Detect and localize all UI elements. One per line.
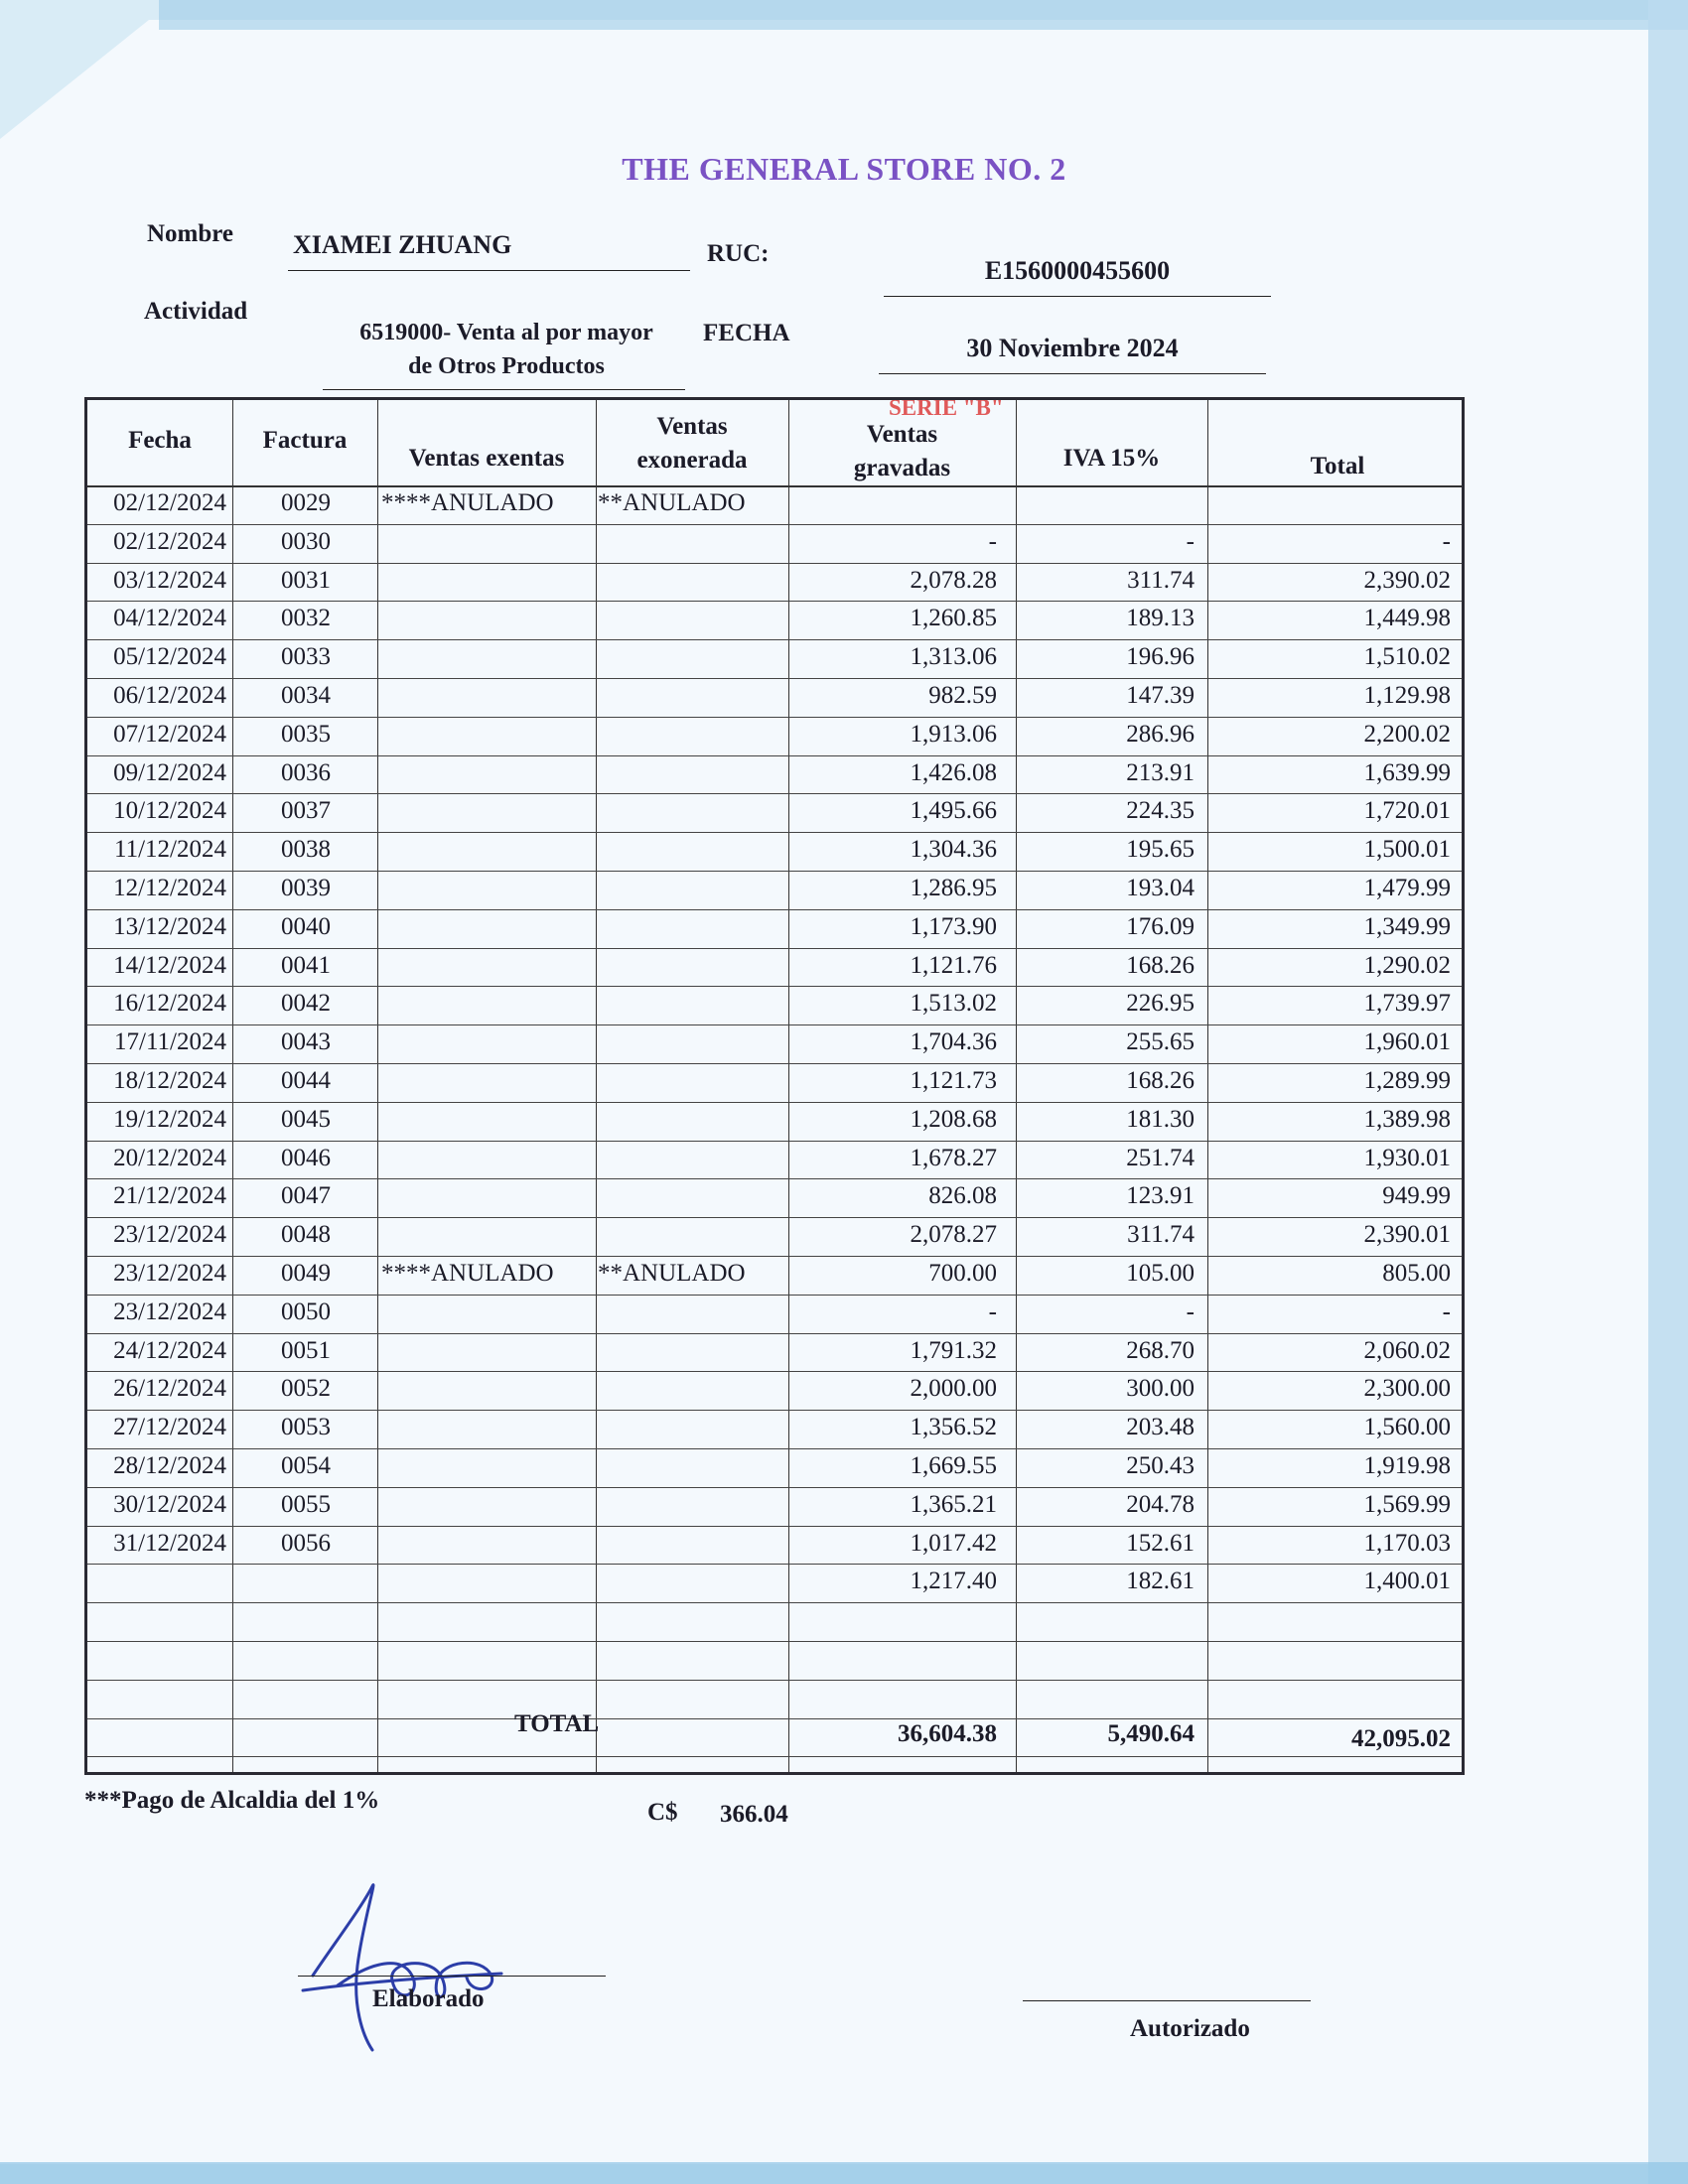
table-row [87, 952, 1462, 991]
cell-iva: 168.26 [1126, 951, 1195, 979]
cell-total: 1,349.99 [1363, 912, 1451, 940]
background-strip-bottom [0, 2162, 1688, 2184]
autorizado-label: Autorizado [1130, 2015, 1250, 2042]
cell-fecha: 04/12/2024 [113, 605, 226, 632]
cell-fecha: 14/12/2024 [113, 951, 226, 979]
cell-total: 2,060.02 [1363, 1336, 1451, 1364]
cell-iva: 196.96 [1126, 643, 1195, 671]
cell-total: 2,200.02 [1363, 720, 1451, 748]
cell-factura: 0053 [281, 1414, 331, 1441]
cell-factura: 0054 [281, 1452, 331, 1479]
total-iva: 5,490.64 [1107, 1720, 1195, 1747]
cell-factura: 0037 [281, 797, 331, 825]
cell-iva: 226.95 [1126, 990, 1195, 1018]
cell-gravadas: 2,078.27 [910, 1221, 997, 1249]
cell-iva: - [1186, 1297, 1195, 1325]
ruc-value: E1560000455600 [984, 256, 1171, 285]
cell-factura: 0030 [281, 527, 331, 555]
cell-iva: 147.39 [1126, 682, 1195, 709]
sales-table [84, 397, 1465, 1775]
cell-fecha: 02/12/2024 [113, 527, 226, 555]
cell-factura: 0041 [281, 951, 331, 979]
cell-factura: 0040 [281, 912, 331, 940]
table-row [87, 1067, 1462, 1106]
cell-iva: 213.91 [1126, 758, 1195, 786]
cell-iva: 268.70 [1126, 1336, 1195, 1364]
cell-gravadas: 2,000.00 [910, 1375, 997, 1403]
ruc-label: RUC: [707, 240, 770, 267]
table-row [87, 1298, 1462, 1337]
cell-iva: 311.74 [1127, 566, 1195, 594]
cell-exentas: ****ANULADO [381, 489, 554, 516]
table-row [87, 528, 1462, 567]
cell-gravadas: 1,217.40 [910, 1568, 997, 1595]
cell-gravadas: 1,017.42 [910, 1529, 997, 1557]
cell-gravadas: 1,704.36 [910, 1028, 997, 1056]
table-row [87, 721, 1462, 759]
cell-iva: 224.35 [1126, 797, 1195, 825]
row-divider [87, 1718, 1462, 1719]
cell-exonerada: **ANULADO [598, 1260, 746, 1287]
cell-gravadas: 1,513.02 [910, 990, 997, 1018]
cell-iva: 105.00 [1126, 1260, 1195, 1287]
nombre-label: Nombre [147, 220, 234, 247]
actividad-underline [323, 389, 685, 390]
cell-iva: 300.00 [1126, 1375, 1195, 1403]
cell-gravadas: 1,495.66 [910, 797, 997, 825]
ruc-underline [884, 296, 1271, 297]
cell-factura: 0043 [281, 1028, 331, 1056]
cell-iva: 123.91 [1126, 1182, 1195, 1210]
fecha-value: 30 Noviembre 2024 [966, 334, 1179, 362]
actividad-line2: de Otros Productos [408, 353, 605, 379]
elaborado-signature [293, 1866, 511, 2070]
cell-total: 1,500.01 [1363, 836, 1451, 864]
cell-gravadas: 700.00 [928, 1260, 997, 1287]
table-row [87, 1414, 1462, 1452]
cell-fecha: 11/12/2024 [114, 836, 226, 864]
cell-gravadas: 1,791.32 [910, 1336, 997, 1364]
cell-fecha: 24/12/2024 [113, 1336, 226, 1364]
cell-factura: 0048 [281, 1221, 331, 1249]
cell-total: 1,170.03 [1363, 1529, 1451, 1557]
cell-fecha: 23/12/2024 [113, 1221, 226, 1249]
cell-gravadas: 1,121.73 [910, 1067, 997, 1094]
cell-fecha: 17/11/2024 [114, 1028, 226, 1056]
col-header-exonerada-1: Ventas [656, 413, 728, 440]
table-row [87, 1491, 1462, 1530]
cell-gravadas: 1,365.21 [910, 1490, 997, 1518]
cell-factura: 0032 [281, 605, 331, 632]
cell-factura: 0031 [281, 566, 331, 594]
cell-total: 1,449.98 [1363, 605, 1451, 632]
cell-factura: 0052 [281, 1375, 331, 1403]
table-row [87, 836, 1462, 875]
serie-label: SERIE "B" [889, 395, 1004, 420]
table-row [87, 875, 1462, 913]
cell-exentas: ****ANULADO [381, 1260, 554, 1287]
total-label: TOTAL [514, 1710, 600, 1737]
actividad-line1: 6519000- Venta al por mayor [359, 320, 653, 345]
alcaldia-currency: C$ [647, 1799, 678, 1826]
cell-gravadas: - [988, 1297, 997, 1325]
cell-total: 1,289.99 [1363, 1067, 1451, 1094]
cell-gravadas: 1,304.36 [910, 836, 997, 864]
cell-gravadas: 1,678.27 [910, 1144, 997, 1171]
cell-fecha: 13/12/2024 [113, 912, 226, 940]
cell-total: 2,300.00 [1363, 1375, 1451, 1403]
cell-total: 1,569.99 [1363, 1490, 1451, 1518]
cell-iva: 168.26 [1126, 1067, 1195, 1094]
cell-factura: 0044 [281, 1067, 331, 1094]
autorizado-line [1023, 2000, 1311, 2001]
cell-gravadas: 1,286.95 [910, 875, 997, 901]
table-row [87, 1568, 1462, 1606]
store-title: THE GENERAL STORE NO. 2 [622, 151, 1066, 187]
cell-factura: 0029 [281, 489, 331, 516]
actividad-label: Actividad [144, 298, 248, 325]
elaborado-label: Elaborado [372, 1985, 485, 2012]
cell-factura: 0047 [281, 1182, 331, 1210]
cell-fecha: 21/12/2024 [113, 1182, 226, 1210]
cell-factura: 0045 [281, 1105, 331, 1133]
cell-total: - [1442, 1297, 1451, 1325]
table-row [87, 1028, 1462, 1067]
cell-total: 1,479.99 [1363, 875, 1451, 901]
cell-gravadas: 1,669.55 [910, 1452, 997, 1479]
nombre-value: XIAMEI ZHUANG [293, 230, 512, 259]
cell-factura: 0033 [281, 643, 331, 671]
cell-fecha: 03/12/2024 [113, 566, 226, 594]
table-row [87, 567, 1462, 606]
cell-gravadas: 826.08 [928, 1182, 997, 1210]
fecha-label: FECHA [703, 320, 790, 346]
col-header-exentas: Ventas exentas [408, 445, 565, 472]
cell-iva: 193.04 [1126, 875, 1195, 901]
cell-factura: 0046 [281, 1144, 331, 1171]
cell-factura: 0034 [281, 682, 331, 709]
cell-total: 1,510.02 [1363, 643, 1451, 671]
nombre-underline [288, 270, 690, 271]
cell-fecha: 10/12/2024 [113, 797, 226, 825]
cell-fecha: 23/12/2024 [113, 1260, 226, 1287]
cell-fecha: 23/12/2024 [113, 1297, 226, 1325]
cell-iva: 255.65 [1126, 1028, 1195, 1056]
cell-total: - [1442, 527, 1451, 555]
cell-total: 1,720.01 [1363, 797, 1451, 825]
table-row [87, 1106, 1462, 1145]
cell-gravadas: 2,078.28 [910, 566, 997, 594]
alcaldia-amount: 366.04 [720, 1801, 788, 1828]
cell-gravadas: 1,121.76 [910, 951, 997, 979]
cell-iva: 204.78 [1126, 1490, 1195, 1518]
col-header-fecha: Fecha [128, 427, 192, 454]
col-header-gravadas-1: Ventas [866, 421, 938, 448]
table-row [87, 1375, 1462, 1414]
background-strip-right [1648, 0, 1688, 2184]
cell-fecha: 12/12/2024 [113, 875, 226, 901]
cell-factura: 0051 [281, 1336, 331, 1364]
table-row [87, 1260, 1462, 1298]
cell-fecha: 30/12/2024 [113, 1490, 226, 1518]
cell-total: 805.00 [1382, 1260, 1451, 1287]
cell-iva: 195.65 [1126, 836, 1195, 864]
cell-iva: 250.43 [1126, 1452, 1195, 1479]
cell-total: 1,400.01 [1363, 1568, 1451, 1595]
cell-gravadas: 1,313.06 [910, 643, 997, 671]
row-divider [87, 1641, 1462, 1642]
cell-fecha: 05/12/2024 [113, 643, 226, 671]
cell-factura: 0056 [281, 1529, 331, 1557]
cell-iva: - [1186, 527, 1195, 555]
background-strip-top [159, 0, 1688, 30]
cell-fecha: 06/12/2024 [113, 682, 226, 709]
fecha-underline [879, 373, 1266, 374]
table-row [87, 605, 1462, 643]
cell-exonerada: **ANULADO [598, 489, 746, 516]
col-header-gravadas-2: gravadas [853, 455, 951, 481]
cell-factura: 0050 [281, 1297, 331, 1325]
cell-gravadas: - [988, 527, 997, 555]
cell-iva: 189.13 [1126, 605, 1195, 632]
alcaldia-label: ***Pago de Alcaldia del 1% [84, 1787, 380, 1814]
cell-factura: 0035 [281, 720, 331, 748]
cell-factura: 0039 [281, 875, 331, 901]
cell-fecha: 09/12/2024 [113, 758, 226, 786]
col-header-factura: Factura [262, 427, 348, 454]
cell-fecha: 28/12/2024 [113, 1452, 226, 1479]
cell-total: 2,390.01 [1363, 1221, 1451, 1249]
cell-total: 1,560.00 [1363, 1414, 1451, 1441]
cell-total: 949.99 [1382, 1182, 1451, 1210]
cell-total: 1,739.97 [1363, 990, 1451, 1018]
cell-iva: 176.09 [1126, 912, 1195, 940]
cell-gravadas: 1,173.90 [910, 912, 997, 940]
table-row [87, 1182, 1462, 1221]
table-row [87, 990, 1462, 1028]
cell-total: 1,639.99 [1363, 758, 1451, 786]
cell-total: 1,930.01 [1363, 1144, 1451, 1171]
cell-gravadas: 982.59 [928, 682, 997, 709]
cell-iva: 152.61 [1126, 1529, 1195, 1557]
cell-fecha: 26/12/2024 [113, 1375, 226, 1403]
table-row [87, 1337, 1462, 1376]
table-row [87, 759, 1462, 798]
cell-fecha: 16/12/2024 [113, 990, 226, 1018]
cell-total: 1,960.01 [1363, 1028, 1451, 1056]
table-row [87, 643, 1462, 682]
table-row [87, 913, 1462, 952]
cell-fecha: 31/12/2024 [113, 1529, 226, 1557]
cell-factura: 0049 [281, 1260, 331, 1287]
cell-iva: 181.30 [1126, 1105, 1195, 1133]
cell-iva: 203.48 [1126, 1414, 1195, 1441]
cell-total: 1,129.98 [1363, 682, 1451, 709]
table-row [87, 1452, 1462, 1491]
table-row [87, 489, 1462, 528]
total-total: 42,095.02 [1351, 1725, 1451, 1752]
cell-iva: 286.96 [1126, 720, 1195, 748]
row-divider [87, 1680, 1462, 1681]
cell-gravadas: 1,426.08 [910, 758, 997, 786]
cell-gravadas: 1,208.68 [910, 1105, 997, 1133]
cell-factura: 0038 [281, 836, 331, 864]
cell-iva: 251.74 [1126, 1144, 1195, 1171]
col-header-total: Total [1310, 453, 1365, 479]
cell-fecha: 19/12/2024 [113, 1105, 226, 1133]
cell-fecha: 27/12/2024 [113, 1414, 226, 1441]
cell-factura: 0055 [281, 1490, 331, 1518]
table-row [87, 682, 1462, 721]
total-gravadas: 36,604.38 [898, 1720, 997, 1747]
table-row [87, 797, 1462, 836]
cell-fecha: 18/12/2024 [113, 1067, 226, 1094]
cell-gravadas: 1,356.52 [910, 1414, 997, 1441]
cell-gravadas: 1,913.06 [910, 720, 997, 748]
table-row [87, 1145, 1462, 1183]
cell-gravadas: 1,260.85 [910, 605, 997, 632]
cell-total: 1,290.02 [1363, 951, 1451, 979]
elaborado-line [298, 1976, 606, 1977]
header-divider [87, 485, 1462, 487]
cell-total: 1,389.98 [1363, 1105, 1451, 1133]
table-row [87, 1530, 1462, 1569]
cell-total: 1,919.98 [1363, 1452, 1451, 1479]
cell-fecha: 07/12/2024 [113, 720, 226, 748]
cell-iva: 311.74 [1127, 1221, 1195, 1249]
cell-fecha: 20/12/2024 [113, 1144, 226, 1171]
cell-factura: 0036 [281, 758, 331, 786]
col-header-iva: IVA 15% [1062, 445, 1161, 472]
col-header-exonerada-2: exonerada [636, 447, 748, 474]
table-row [87, 1221, 1462, 1260]
cell-total: 2,390.02 [1363, 566, 1451, 594]
cell-fecha: 02/12/2024 [113, 489, 226, 516]
row-divider [87, 1756, 1462, 1757]
cell-iva: 182.61 [1126, 1568, 1195, 1595]
cell-factura: 0042 [281, 990, 331, 1018]
